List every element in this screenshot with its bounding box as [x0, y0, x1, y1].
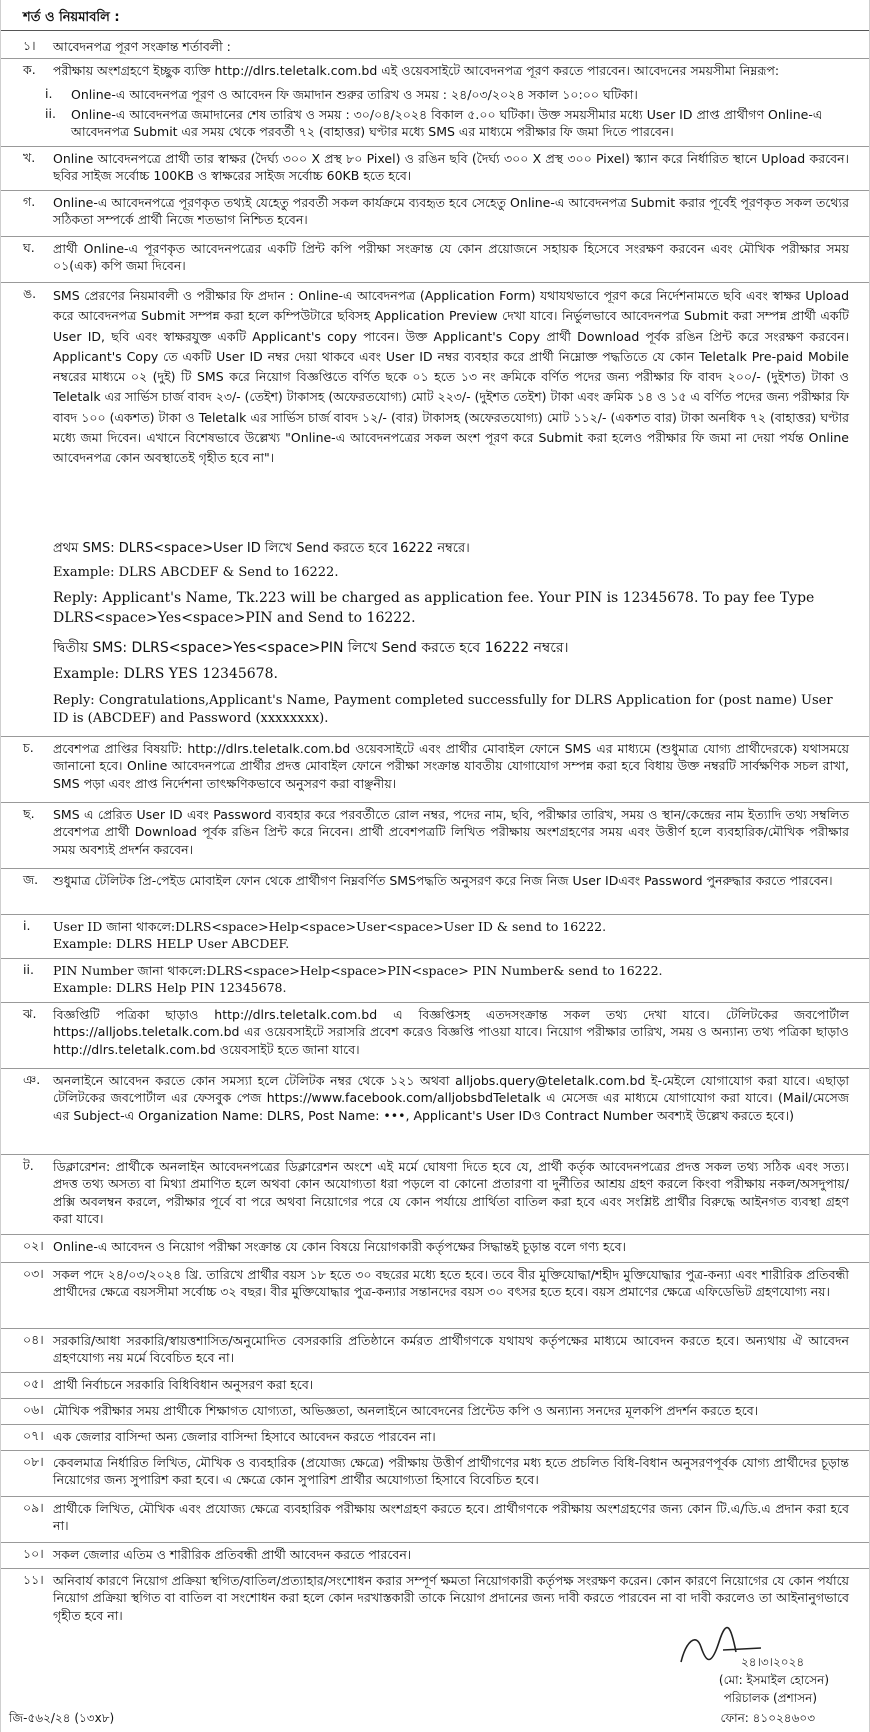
divider [1, 146, 869, 147]
item-text: সকল জেলার এতিম ও শারীরিক প্রতিবন্ধী প্রার্থী আবেদন করতে পারবেন। [53, 1547, 412, 1562]
divider [1, 190, 869, 191]
item-text: Online আবেদনপত্রে প্রার্থী তার স্বাক্ষর (দৈর্ঘ্য ৩০০ X প্রস্থ ৮০ Pixel) ও রঙিন ছবি (দৈর্ঘ্য ৩০০ X প্রস্থ ৩০০ Pixel) স্ক্যান করে নির্ধারিত স্থানে Upload করবেন। ছবির সাইজ সর্বোচ্চ 100KB ও স্বাক্ষরের সাইজ সর্বোচ্চ 60KB হতে হবে। [53, 151, 849, 184]
item-label: ০৫। [23, 1376, 44, 1391]
item-text: এক জেলার বাসিন্দা অন্য জেলার বাসিন্দা হিসাবে আবেদন করতে পারবেন না। [53, 1429, 436, 1444]
divider [1, 1496, 869, 1497]
sms-second: দ্বিতীয় SMS: DLRS<space>Yes<space>PIN লিখে Send করতে হবে 16222 নম্বরে। [53, 640, 569, 656]
item-label: ছ. [23, 806, 35, 821]
item-label: ঘ. [23, 240, 35, 255]
divider [1, 958, 869, 959]
item-text: Online-এ আবেদনপত্র জমাদানের শেষ তারিখ ও সময় : ৩০/০৪/২০২৪ বিকাল ৫.০০ ঘটিকা। উক্ত সময়সীমার মধ্যে User ID প্রাপ্ত প্রার্থীগণ Online-এ আবেদনপত্র Submit এর সময় থেকে পরবর্তী ৭২ (বাহাত্তর) ঘণ্টার মধ্যে SMS এর মাধ্যমে পরীক্ষার ফি জমা দিতে পারবেন। [71, 107, 823, 140]
item-text: SMS প্রেরণের নিয়মাবলী ও পরীক্ষার ফি প্রদান : Online-এ আবেদনপত্র (Application Form) যথাযথভাবে পূরণ করে নির্দেশনামতে ছবি এবং স্বাক্ষর Upload করে আবেদনপত্র Submit সম্পন্ন করা হলে কম্পিউটারে ছবিসহ Application Preview দেখা যাবে। নির্ভুলভাবে আবেদনপত্র Submit করা সম্পন্ন প্রার্থী একটি User ID, ছবি এবং স্বাক্ষরযুক্ত একটি Applicant's copy পাবেন। উক্ত Applicant's Copy প্রার্থী Download পূর্বক রঙিন প্রিন্ট করে সংরক্ষণ করবেন। Applicant's Copy তে একটি User ID নম্বর দেয়া থাকবে এবং User ID নম্বর ব্যবহার করে প্রার্থী নিম্নোক্ত পদ্ধতিতে যে কোন Teletalk Pre-paid Mobile নম্বরের মাধ্যমে ০২ (দুই) টি SMS করে নিয়োগ বিজ্ঞপ্তিতে বর্ণিত ছকে ০১ হতে ১৩ নং ক্রমিকে বর্ণিত পদের জন্য পরীক্ষার ফি বাবদ ২০০/- (দুইশত) টাকা ও Teletalk এর সার্ভিস চার্জ বাবদ ২৩/- (তেইশ) টাকাসহ (অফেরতযোগ্য) মোট ২২৩/- (দুইশত তেইশ) টাকা এবং ক্রমিক ১৪ ও ১৫ এ বর্ণিত পদের জন্য পরীক্ষার ফি বাবদ ১০০ (একশত) টাকা ও Teletalk এর সার্ভিস চার্জ বাবদ ১২/- (বার) টাকাসহ (অফেরতযোগ্য) মোট ১১২/- (একশত বার) টাকা অনধিক ৭২ (বাহাত্তর) ঘণ্টার মধ্যে জমা দিবেন। এখানে বিশেষভাবে উল্লেখ্য "Online-এ আবেদনপত্রের সকল অংশ পূরণ করে Submit করা হলেও পরীক্ষার ফি জমা না দেয়া পর্যন্ত Online আবেদনপত্র কোন অবস্থাতেই গৃহীত হবে না"। [53, 288, 849, 465]
item-text: Online-এ আবেদনপত্রে পূরণকৃত তথ্যই যেহেতু পরবর্তী সকল কার্যক্রমে ব্যবহৃত হবে সেহেতু Online-এ আবেদনপত্র Submit করার পূর্বেই পূরণকৃত সকল তথ্যের সঠিকতা সম্পর্কে প্রার্থী নিজে শতভাগ নিশ্চিত হবেন। [53, 195, 849, 228]
footer-code: জি-৫৬২/২৪ (১৩x৮) [9, 1711, 115, 1725]
item-label: ০৩। [23, 1266, 44, 1281]
item-text: আবেদনপত্র পূরণ সংক্রান্ত শর্তাবলী : [53, 39, 231, 54]
item-text: অনলাইনে আবেদন করতে কোন সমস্যা হলে টেলিটক নম্বর থেকে ১২১ অথবা alljobs.query@teletalk.com.bd ই-মেইলে যোগাযোগ করা যাবে। এছাড়া টেলিটকের জবপোর্টাল এর ফেসবুক পেজ https://www.facebook.com/alljobsbdTeletalk এ মেসেজ এর মাধ্যমে যোগাযোগ করা যাবে। (Mail/মেসেজ এর Subject-এ Organization Name: DLRS, Post Name: •••, Applicant's User IDও Contract Number অবশ্যই উল্লেখ করতে হবে।) [53, 1073, 849, 1123]
divider [1, 1328, 869, 1329]
item-text: বিজ্ঞপ্তিটি পত্রিকা ছাড়াও http://dlrs.teletalk.com.bd এ বিজ্ঞপ্তিসহ এতদসংক্রান্ত সকল তথ্য দেখা যাবে। টেলিটকের জবপোর্টাল https://alljobs.teletalk.com.bd এর ওয়েবসাইটে সরাসরি প্রবেশ করেও বিজ্ঞপ্তি পাওয়া যাবে। নিয়োগ পরীক্ষার তারিখ, সময় ও অন্যান্য তথ্য পত্রিকা ছাড়াও http://dlrs.teletalk.com.bd ওয়েবসাইট হতে জানা যাবে। [53, 1007, 849, 1057]
item-text: Online-এ আবেদনপত্র পূরণ ও আবেদন ফি জমাদান শুরুর তারিখ ও সময় : ২৪/০৩/২০২৪ সকাল ১০:০০ ঘটিকা। [71, 87, 638, 102]
item-text: পরীক্ষায় অংশগ্রহণে ইচ্ছুক ব্যক্তি http://dlrs.teletalk.com.bd এই ওয়েবসাইটে আবেদনপত্র পূরণ করতে পারবেন। আবেদনের সময়সীমা নিম্নরূপ: [53, 63, 780, 78]
divider [1, 1568, 869, 1569]
sms-second-example: Example: DLRS YES 12345678. [53, 666, 278, 682]
item-text: প্রার্থীকে লিখিত, মৌখিক এবং প্রযোজ্য ক্ষেত্রে ব্যবহারিক পরীক্ষায় অংশগ্রহণ করতে হবে। প্রার্থীগণকে পরীক্ষায় অংশগ্রহণের জন্য কোন টি.এ/ডি.এ প্রদান করা হবে না। [53, 1501, 849, 1534]
item-text: শুধুমাত্র টেলিটক প্রি-পেইড মোবাইল ফোন থেকে প্রার্থীগণ নিম্নবর্ণিত SMSপদ্ধতি অনুসরণ করে নিজ নিজ User IDএবং Password পুনরুদ্ধার করতে পারবেন। [53, 873, 833, 888]
item-text: Online-এ আবেদন ও নিয়োগ পরীক্ষা সংক্রান্ত যে কোন বিষয়ে নিয়োগকারী কর্তৃপক্ষের সিদ্ধান্তই চূড়ান্ত বলে গণ্য হবে। [53, 1239, 627, 1254]
item-label: ii. [23, 962, 34, 977]
divider [1, 1234, 869, 1235]
item-text: PIN Number জানা থাকলে:DLRS<space>Help<space>PIN<space> PIN Number& send to 16222. Example: DLRS Help PIN 12345678. [53, 963, 663, 996]
item-label: i. [45, 86, 53, 101]
sms-first-reply: Reply: Applicant's Name, Tk.223 will be charged as application fee. Your PIN is 12345678. To pay fee Type DLRS<space>Yes<space>PIN and Send to 16222. [53, 590, 815, 627]
item-label: i. [23, 918, 31, 933]
divider [1, 1262, 869, 1263]
item-text: মৌখিক পরীক্ষার সময় প্রার্থীকে শিক্ষাগত যোগ্যতা, অভিজ্ঞতা, অনলাইনে আবেদনের প্রিন্টেড কপি ও অন্যান্য সনদের মূলকপি প্রদর্শন করতে হবে। [53, 1403, 759, 1418]
item-text: SMS এ প্রেরিত User ID এবং Password ব্যবহার করে পরবর্তীতে রোল নম্বর, পদের নাম, ছবি, পরীক্ষার তারিখ, সময় ও স্থান/কেন্দ্রের নাম ইত্যাদি তথ্য সম্বলিত প্রবেশপত্র প্রার্থী Download পূর্বক রঙিন প্রিন্ট করে নিবেন। প্রার্থী প্রবেশপত্রটি লিখিত পরীক্ষায় অংশগ্রহণের সময় এবং উত্তীর্ণ হলে ব্যবহারিক/মৌখিক পরীক্ষার সময় অবশ্যই প্রদর্শন করবেন। [53, 807, 849, 857]
divider [1, 1424, 869, 1425]
divider [1, 1450, 869, 1451]
item-label: ঝ. [23, 1006, 37, 1021]
item-label: ০২। [23, 1238, 44, 1253]
item-text: প্রবেশপত্র প্রাপ্তির বিষয়টি: http://dlrs.teletalk.com.bd ওয়েবসাইটে এবং প্রার্থীর মোবাইল ফোনে SMS এর মাধ্যমে (শুধুমাত্র যোগ্য প্রার্থীদেরকে) যথাসময়ে জানানো হবে। Online আবেদনপত্রে প্রার্থীর প্রদত্ত মোবাইল ফোনে পরীক্ষা সংক্রান্ত যাবতীয় যোগাযোগ সম্পন্ন করা হবে বিধায় উক্ত নম্বরটি সার্বক্ষণিক সচল রাখা, SMS পড়া এবং প্রাপ্ত নির্দেশনা তাৎক্ষণিকভাবে অনুসরণ করা বাঞ্ছনীয়। [53, 741, 849, 791]
item-label: জ. [23, 872, 39, 887]
divider [1, 1398, 869, 1399]
signature-image [641, 1622, 841, 1672]
divider [1, 1068, 869, 1069]
section-heading: শর্ত ও নিয়মাবলি : [23, 10, 120, 25]
item-label: ০৬। [23, 1402, 44, 1417]
divider [1, 282, 869, 283]
signatory-title: পরিচালক (প্রশাসন) [723, 1691, 817, 1705]
signatory-name: (মো: ইসমাইল হোসেন) [718, 1673, 829, 1687]
divider [1, 736, 869, 737]
divider [1, 868, 869, 869]
item-label: ১১। [23, 1572, 44, 1587]
item-text: সকল পদে ২৪/০৩/২০২৪ খ্রি. তারিখে প্রার্থীর বয়স ১৮ হতে ৩০ বছরের মধ্যে হতে হবে। তবে বীর মুক্তিযোদ্ধা/শহীদ মুক্তিযোদ্ধার পুত্র-কন্যা এবং শারীরিক প্রতিবন্ধী প্রার্থীদের ক্ষেত্রে বয়সসীমা সর্বোচ্চ ৩২ বছর। বীর মুক্তিযোদ্ধার পুত্র-কন্যার সন্তানদের বয়স ৩০ বৎসর হতে হবে। বয়স প্রমাণের ক্ষেত্রে এফিডেভিট গ্রহণযোগ্য নয়। [53, 1267, 849, 1300]
item-label: ১। [23, 38, 36, 53]
item-text: প্রার্থী নির্বাচনে সরকারি বিধিবিধান অনুসরণ করা হবে। [53, 1377, 314, 1392]
item-label: চ. [23, 740, 34, 755]
item-label: গ. [23, 194, 36, 209]
item-1 [1, 36, 869, 58]
divider [1, 1542, 869, 1543]
sms-second-reply: Reply: Congratulations,Applicant's Name, Payment completed successfully for DLRS Application for (post name) User ID is (ABCDEF) and Password (xxxxxxxx). [53, 693, 833, 726]
item-text: User ID জানা থাকলে:DLRS<space>Help<space>User<space>User ID & send to 16222. Example: DLRS HELP User ABCDEF. [53, 919, 607, 952]
item-label: ii. [45, 106, 56, 121]
item-label: ০৭। [23, 1428, 44, 1443]
item-text: কেবলমাত্র নির্ধারিত লিখিত, মৌখিক ও ব্যবহারিক (প্রযোজ্য ক্ষেত্রে) পরীক্ষায় উত্তীর্ণ প্রার্থীগণের মধ্য হতে প্রচলিত বিধি-বিধান অনুসরণপূর্বক যোগ্য প্রার্থীদের চূড়ান্ত নিয়োগের জন্য সুপারিশ করা হবে। এ ক্ষেত্রে কোন সুপারিশ প্রার্থীর অযোগ্যতা হিসাবে বিবেচিত হবে। [53, 1455, 849, 1488]
item-label: খ. [23, 150, 36, 165]
item-label: ০৯। [23, 1500, 44, 1515]
item-text: প্রার্থী Online-এ পূরণকৃত আবেদনপত্রের একটি প্রিন্ট কপি পরীক্ষা সংক্রান্ত যে কোন প্রয়োজনে সহায়ক হিসেবে সংরক্ষণ করবেন এবং মৌখিক পরীক্ষার সময় ০১(এক) কপি জমা দিবেন। [53, 241, 849, 274]
item-text: সরকারি/আধা সরকারি/স্বায়ত্তশাসিত/অনুমোদিত বেসরকারি প্রতিষ্ঠানে কর্মরত প্রার্থীগণকে যথাযথ কর্তৃপক্ষের মাধ্যমে আবেদন করতে হবে। অন্যথায় ঐ আবেদন গ্রহণযোগ্য নয় মর্মে বিবেচিত হবে না। [53, 1333, 849, 1366]
divider [1, 1002, 869, 1003]
sms-first-example: Example: DLRS ABCDEF & Send to 16222. [53, 565, 339, 580]
sms-first: প্রথম SMS: DLRS<space>User ID লিখে Send করতে হবে 16222 নম্বরে। [53, 541, 470, 556]
item-label: ০৮। [23, 1454, 44, 1469]
divider [1, 1154, 869, 1155]
divider [1, 58, 869, 59]
item-text: ডিক্লারেশন: প্রার্থীকে অনলাইন আবেদনপত্রের ডিক্লারেশন অংশে এই মর্মে ঘোষণা দিতে হবে যে, প্রার্থী কর্তৃক আবেদনপত্রের প্রদত্ত সকল তথ্য সঠিক এবং সত্য। প্রদত্ত তথ্য অসত্য বা মিথ্যা প্রমাণিত হলে অথবা কোন অযোগ্যতা ধরা পড়লে বা কোনো প্রতারণা বা দুর্নীতির আশ্রয় গ্রহণ করলে কিংবা পরীক্ষায় নকল/অসদুপায়/প্রক্সি অবলম্বন করলে, পরীক্ষার পূর্বে বা পরে অথবা নিয়োগের পরে যে কোন পর্যায়ে প্রার্থিতা বাতিল করা হবে এবং সংশ্লিষ্ট প্রার্থীর বিরুদ্ধে আইনগত ব্যবস্থা গ্রহণ করা যাবে। [53, 1159, 849, 1226]
divider [1, 236, 869, 237]
signature-date: ২৪।৩।২০২৪ [741, 1655, 805, 1669]
divider [1, 1372, 869, 1373]
item-text: অনিবার্য কারণে নিয়োগ প্রক্রিয়া স্থগিত/বাতিল/প্রত্যাহার/সংশোধন করার সম্পূর্ণ ক্ষমতা নিয়োগকারী কর্তৃপক্ষ সংরক্ষণ করেন। কোন কারণে নিয়োগের যে কোন পর্যায়ে নিয়োগ প্রক্রিয়া স্থগিত বা বাতিল বা সংশোধন করা হলে কোন দরখাস্তকারী তাকে নিয়োগ প্রদানের জন্য দাবী করতে পারবেন না বা দাবী করলেও তা আইনানুগভাবে গৃহীত হবে না। [53, 1573, 849, 1623]
item-label: ক. [23, 62, 36, 77]
item-label: ঙ. [23, 286, 37, 301]
item-label: ট. [23, 1158, 34, 1173]
item-label: ঞ. [23, 1072, 41, 1087]
divider [1, 802, 869, 803]
item-label: ০৪। [23, 1332, 44, 1347]
signatory-phone: ফোন: ৪১০২৪৬০৩ [720, 1711, 815, 1725]
divider [1, 30, 869, 31]
divider [1, 914, 869, 915]
item-label: ১০। [23, 1546, 44, 1561]
